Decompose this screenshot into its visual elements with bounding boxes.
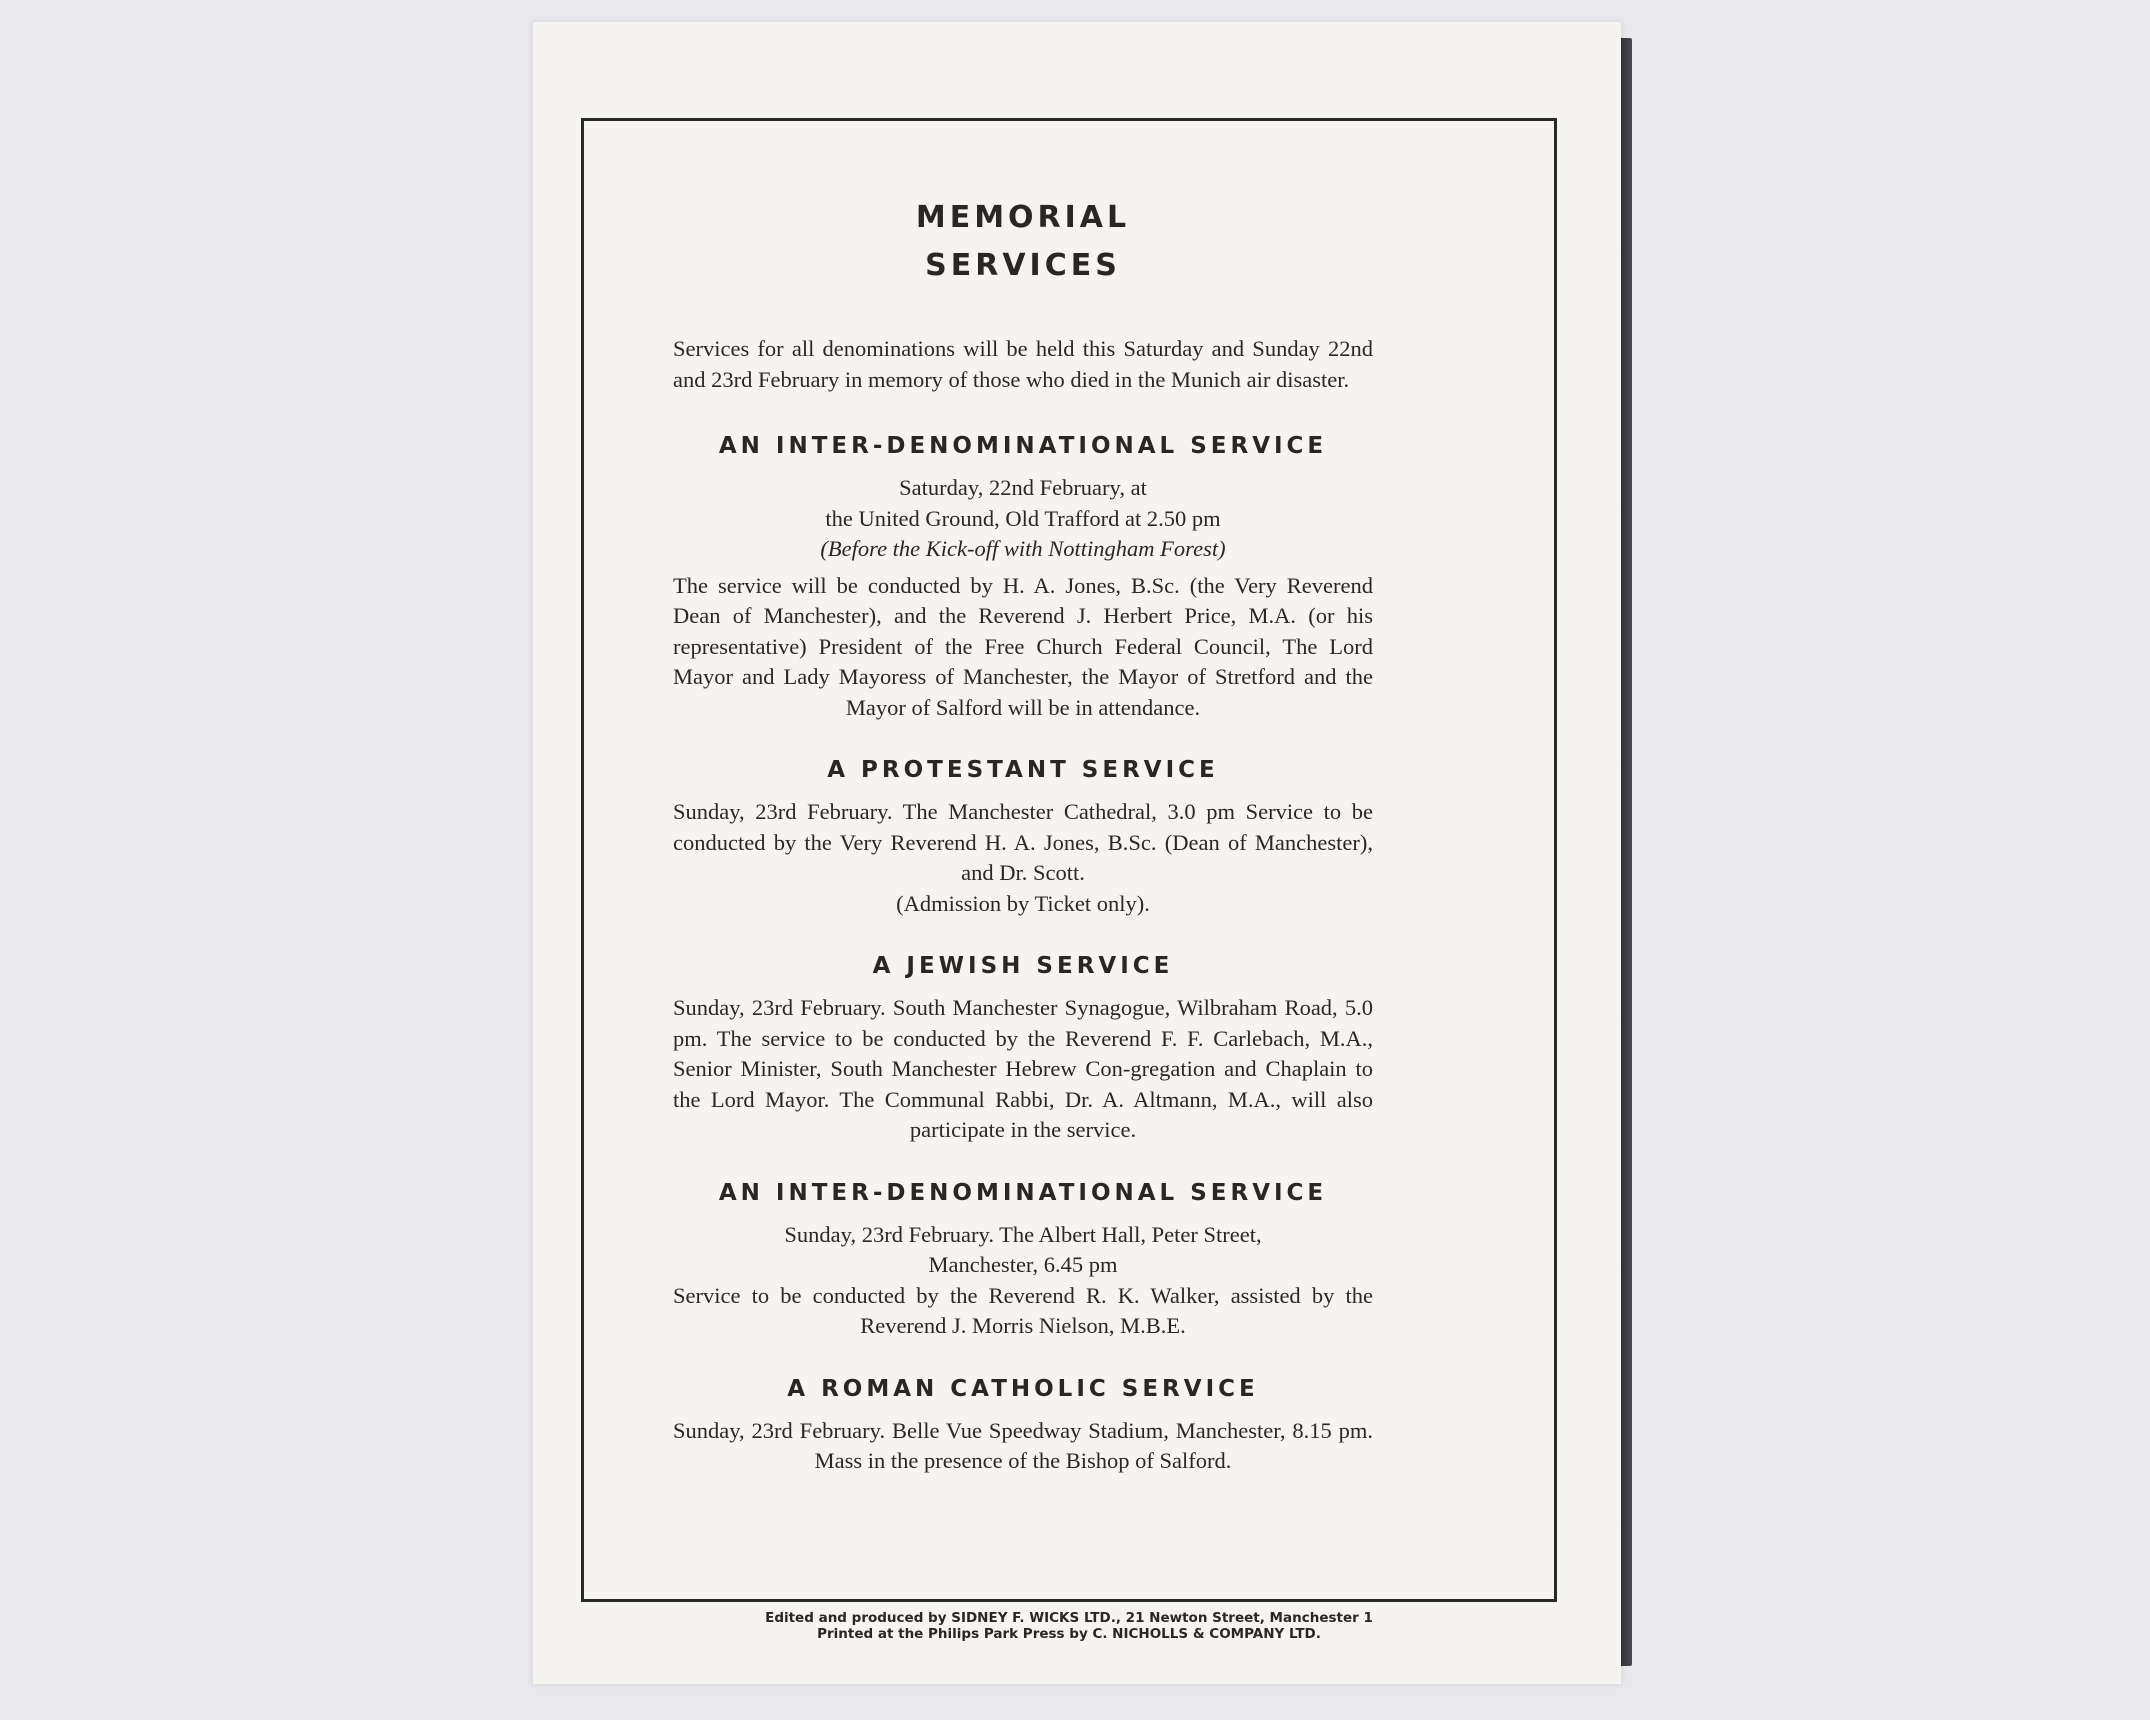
section-inter-denominational-saturday	[673, 431, 1373, 723]
page-content	[673, 194, 1373, 1509]
section-jewish	[673, 951, 1373, 1146]
document-page	[533, 22, 1621, 1684]
imprint-line-2: Printed at the Philips Park Press by C. NICHOLLS & COMPANY LTD.	[817, 1626, 1321, 1642]
section-protestant	[673, 755, 1373, 919]
section-heading: A JEWISH SERVICE	[872, 953, 1174, 979]
section-heading: A PROTESTANT SERVICE	[827, 757, 1219, 783]
service-paragraph: The service will be conducted by H. A. Jones, B.Sc. (the Very Reverend Dean of Manchester), and the Reverend J. Herbert Price, M.A. (or his representative) President of the Free Church Federal Council, The Lord Mayor and Lady Mayoress of Manchester, the Mayor of Stretford and the Mayor of Salford will be in attendance.	[673, 572, 1373, 720]
service-detail-line: Saturday, 22nd February, at	[899, 475, 1147, 500]
title-line-2: SERVICES	[925, 248, 1121, 283]
service-paragraph: Service to be conducted by the Reverend R. K. Walker, assisted by the Reverend J. Morris Nielson, M.B.E.	[673, 1282, 1373, 1338]
service-detail-line: Manchester, 6.45 pm	[928, 1252, 1118, 1277]
imprint-line-1: Edited and produced by SIDNEY F. WICKS LTD., 21 Newton Street, Manchester 1	[765, 1610, 1373, 1626]
page-title	[673, 194, 1373, 290]
service-detail-line: Sunday, 23rd February. The Albert Hall, Peter Street,	[784, 1221, 1262, 1247]
service-detail-line: the United Ground, Old Trafford at 2.50 pm	[825, 505, 1221, 531]
section-heading: AN INTER-DENOMINATIONAL SERVICE	[718, 433, 1328, 459]
service-paragraph: Sunday, 23rd February. South Manchester Synagogue, Wilbraham Road, 5.0 pm. The service to be conducted by the Reverend F. F. Carlebach, M.A., Senior Minister, South Manchester Hebrew Con-gregation and Chaplain to the Lord Mayor. The Communal Rabbi, Dr. A. Altmann, M.A., will also participate in the service.	[673, 995, 1373, 1142]
title-line-1: MEMORIAL	[915, 200, 1131, 235]
service-note-italic: (Before the Kick-off with Nottingham Forest)	[820, 536, 1226, 561]
section-heading: AN INTER-DENOMINATIONAL SERVICE	[718, 1179, 1328, 1206]
section-roman-catholic	[673, 1374, 1373, 1477]
section-inter-denominational-sunday	[673, 1178, 1373, 1342]
service-detail-line: (Admission by Ticket only).	[896, 890, 1150, 916]
intro-paragraph: Services for all denominations will be held this Saturday and Sunday 22nd and 23rd February in memory of those who died in the Munich air disaster.	[673, 336, 1373, 392]
imprint-footer	[581, 1610, 1557, 1642]
service-paragraph: Sunday, 23rd February. Belle Vue Speedway Stadium, Manchester, 8.15 pm. Mass in the presence of the Bishop of Salford.	[673, 1417, 1373, 1473]
service-paragraph: Sunday, 23rd February. The Manchester Cathedral, 3.0 pm Service to be conducted by the Very Reverend H. A. Jones, B.Sc. (Dean of Manchester), and Dr. Scott.	[673, 799, 1373, 885]
section-heading: A ROMAN CATHOLIC SERVICE	[787, 1375, 1259, 1402]
